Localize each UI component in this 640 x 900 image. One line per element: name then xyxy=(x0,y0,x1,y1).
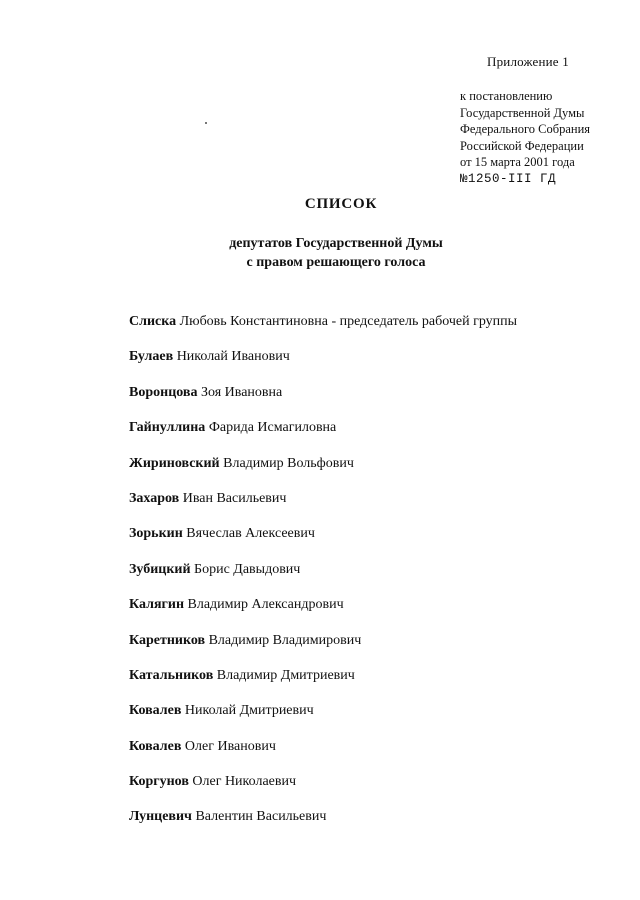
deputy-surname: Жириновский xyxy=(129,455,220,471)
deputy-given-name: Олег Иванович xyxy=(184,738,276,754)
subtitle-line: с правом решающего голоса xyxy=(246,255,426,270)
deputy-given-name: Иван Васильевич xyxy=(182,490,287,506)
deputy-entry xyxy=(129,809,629,844)
deputy-given-name: Владимир Александрович xyxy=(187,597,344,613)
deputy-entry xyxy=(129,456,629,491)
deputy-surname: Ковалев xyxy=(129,703,182,719)
deputy-entry xyxy=(129,597,629,632)
deputy-entry xyxy=(129,668,629,703)
resolution-number: №1250-III ГД xyxy=(460,171,557,186)
deputy-given-name: Николай Иванович xyxy=(176,349,290,365)
deputy-given-name: Николай Дмитриевич xyxy=(184,703,314,719)
deputy-entry xyxy=(129,739,629,774)
deputy-entry xyxy=(129,314,629,349)
deputy-given-name: Зоя Ивановна xyxy=(200,384,283,400)
deputy-given-name: Борис Давыдович xyxy=(194,561,301,577)
deputy-entry xyxy=(129,774,629,809)
deputy-entry xyxy=(129,420,629,455)
deputy-surname: Захаров xyxy=(129,490,180,506)
deputy-given-name: Владимир Владимирович xyxy=(208,632,362,648)
resolution-line: Государственной Думы xyxy=(460,105,585,120)
deputy-entry xyxy=(129,703,629,738)
deputy-surname: Катальников xyxy=(129,667,214,683)
deputy-surname: Воронцова xyxy=(129,384,198,400)
deputy-entry xyxy=(129,491,629,526)
deputy-given-name: Владимир Дмитриевич xyxy=(216,667,355,683)
deputy-surname: Коргунов xyxy=(129,774,189,790)
scan-speck xyxy=(205,122,207,124)
document-title: СПИСОК xyxy=(304,196,378,212)
deputy-entry xyxy=(129,385,629,420)
deputy-surname: Каретников xyxy=(129,632,206,648)
deputy-given-name: Олег Николаевич xyxy=(192,774,297,790)
deputy-given-name: Вячеслав Алексеевич xyxy=(186,526,315,542)
deputy-entry xyxy=(129,562,629,597)
deputy-surname: Калягин xyxy=(129,597,185,613)
deputy-surname: Гайнуллина xyxy=(129,420,206,436)
deputy-given-name: Фарида Исмагиловна xyxy=(208,420,337,436)
subtitle-line: депутатов Государственной Думы xyxy=(229,236,443,251)
deputy-entry xyxy=(129,633,629,668)
deputy-entry xyxy=(129,349,629,384)
deputy-surname: Зорькин xyxy=(129,526,183,542)
deputy-given-name: Владимир Вольфович xyxy=(223,455,354,471)
appendix-label: Приложение 1 xyxy=(487,54,569,69)
deputy-surname: Лунцевич xyxy=(129,809,192,825)
resolution-line: Федерального Собрания xyxy=(460,122,591,137)
deputy-surname: Ковалев xyxy=(129,738,182,754)
deputy-surname: Булаев xyxy=(129,349,174,365)
deputies-list xyxy=(129,314,629,845)
resolution-line: от 15 марта 2001 года xyxy=(460,155,575,170)
deputy-surname: Слиска xyxy=(129,314,177,329)
resolution-line: Российской Федерации xyxy=(460,138,584,153)
resolution-reference xyxy=(460,88,590,188)
resolution-line: к постановлению xyxy=(460,89,553,103)
document-subtitle xyxy=(0,234,640,272)
deputy-given-name: Валентин Васильевич xyxy=(195,809,327,825)
deputy-role: - председатель рабочей группы xyxy=(327,314,518,329)
deputy-given-name: Любовь Константиновна xyxy=(179,314,328,329)
deputy-entry xyxy=(129,526,629,561)
deputy-surname: Зубицкий xyxy=(129,561,191,577)
